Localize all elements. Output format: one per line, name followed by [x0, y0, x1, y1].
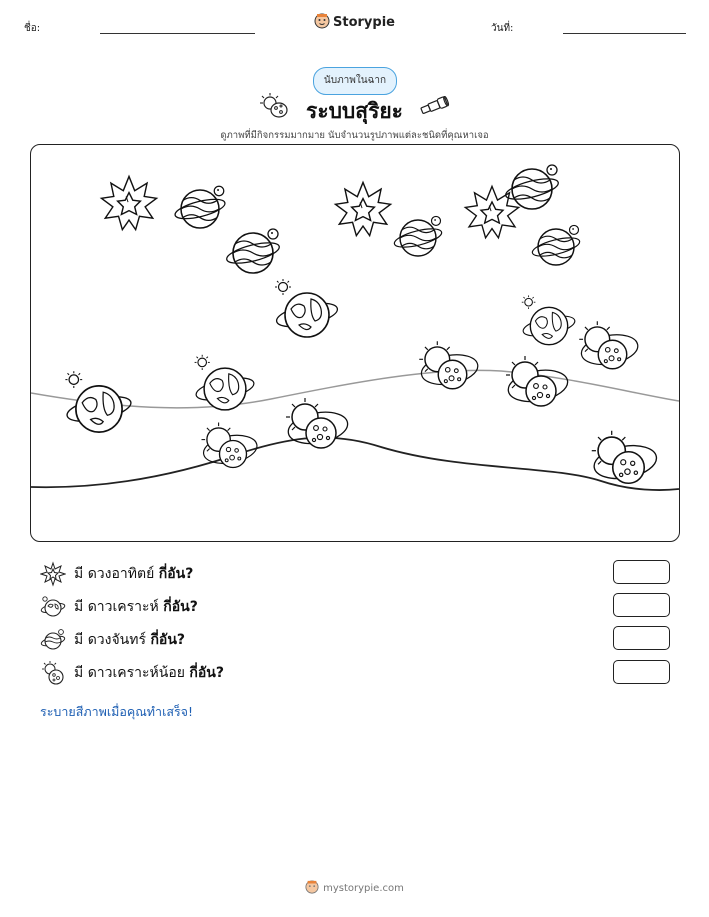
- name-label: ชื่อ:: [24, 23, 41, 34]
- question-prefix: มี: [74, 632, 84, 648]
- answer-box-sun[interactable]: [613, 560, 670, 584]
- striped-planet-5: [531, 225, 582, 265]
- question-subject: ดาวเคราะห์: [87, 599, 159, 615]
- earth-planet-2: [521, 295, 576, 344]
- telescope-icon: [418, 96, 450, 116]
- sun-star-1: [101, 176, 156, 229]
- sun-asteroid-4: [286, 398, 350, 448]
- question-subject: ดวงจันทร์: [87, 632, 146, 648]
- brand-logo: [0, 13, 709, 30]
- sun-asteroid-1: [579, 321, 640, 369]
- sun-asteroid-3: [506, 356, 570, 406]
- name-line[interactable]: [100, 33, 255, 34]
- brand-name: Storypie: [333, 15, 395, 30]
- answer-box-moon[interactable]: [613, 626, 670, 650]
- question-row-moon: [40, 627, 185, 653]
- answer-box-asteroid[interactable]: [613, 660, 670, 684]
- question-suffix: กี่อัน?: [163, 599, 198, 615]
- question-row-planet: [40, 594, 198, 620]
- moon-icon: [40, 627, 66, 653]
- striped-planet-2: [225, 229, 281, 273]
- question-prefix: มี: [74, 599, 84, 615]
- earth-planet-4: [65, 371, 133, 432]
- back-hill-line: [31, 370, 679, 407]
- earth-planet-1: [275, 279, 340, 337]
- instructions: ดูภาพที่มีกิจกรรมมากมาย นับจำนวนรูปภาพแต่ละชนิดที่คุณหาเจอ: [220, 130, 489, 141]
- sun-asteroid-6: [592, 431, 660, 484]
- color-instruction: ระบายสีภาพเมื่อคุณทำเสร็จ!: [40, 704, 194, 719]
- question-row-sun: [40, 561, 193, 587]
- sun-asteroid-2: [419, 341, 480, 389]
- earth-planet-3: [194, 355, 256, 410]
- asteroid-icon: [40, 660, 66, 686]
- footer-url[interactable]: mystorypie.com: [323, 883, 404, 894]
- scene-canvas: [31, 145, 679, 541]
- answer-box-planet[interactable]: [613, 593, 670, 617]
- activity-badge: นับภาพในฉาก: [313, 67, 397, 95]
- question-subject: ดวงอาทิตย์: [87, 566, 155, 582]
- date-line[interactable]: [563, 33, 686, 34]
- sun-star-3: [465, 186, 518, 238]
- striped-planet-1: [173, 186, 226, 228]
- question-prefix: มี: [74, 665, 84, 681]
- sun-asteroid-5: [201, 423, 259, 468]
- page-title: ระบบสุริยะ: [306, 99, 403, 123]
- question-suffix: กี่อัน?: [150, 632, 186, 648]
- question-suffix: กี่อัน?: [189, 665, 224, 681]
- sun-star-2: [335, 182, 390, 235]
- question-suffix: กี่อัน?: [158, 566, 194, 582]
- striped-planet-4: [504, 165, 560, 209]
- front-hill-line: [31, 438, 679, 490]
- count-scene: [30, 144, 680, 542]
- storypie-footer-logo-icon: [305, 880, 319, 894]
- question-prefix: มี: [74, 566, 84, 582]
- question-subject: ดาวเคราะห์น้อย: [87, 665, 185, 681]
- striped-planet-3: [393, 216, 444, 256]
- sun-icon: [40, 561, 66, 587]
- storypie-logo-icon: [314, 13, 330, 29]
- footer-site: [0, 880, 709, 894]
- date-label: วันที่:: [491, 23, 514, 34]
- question-row-asteroid: [40, 660, 224, 686]
- planet-icon: [40, 594, 66, 620]
